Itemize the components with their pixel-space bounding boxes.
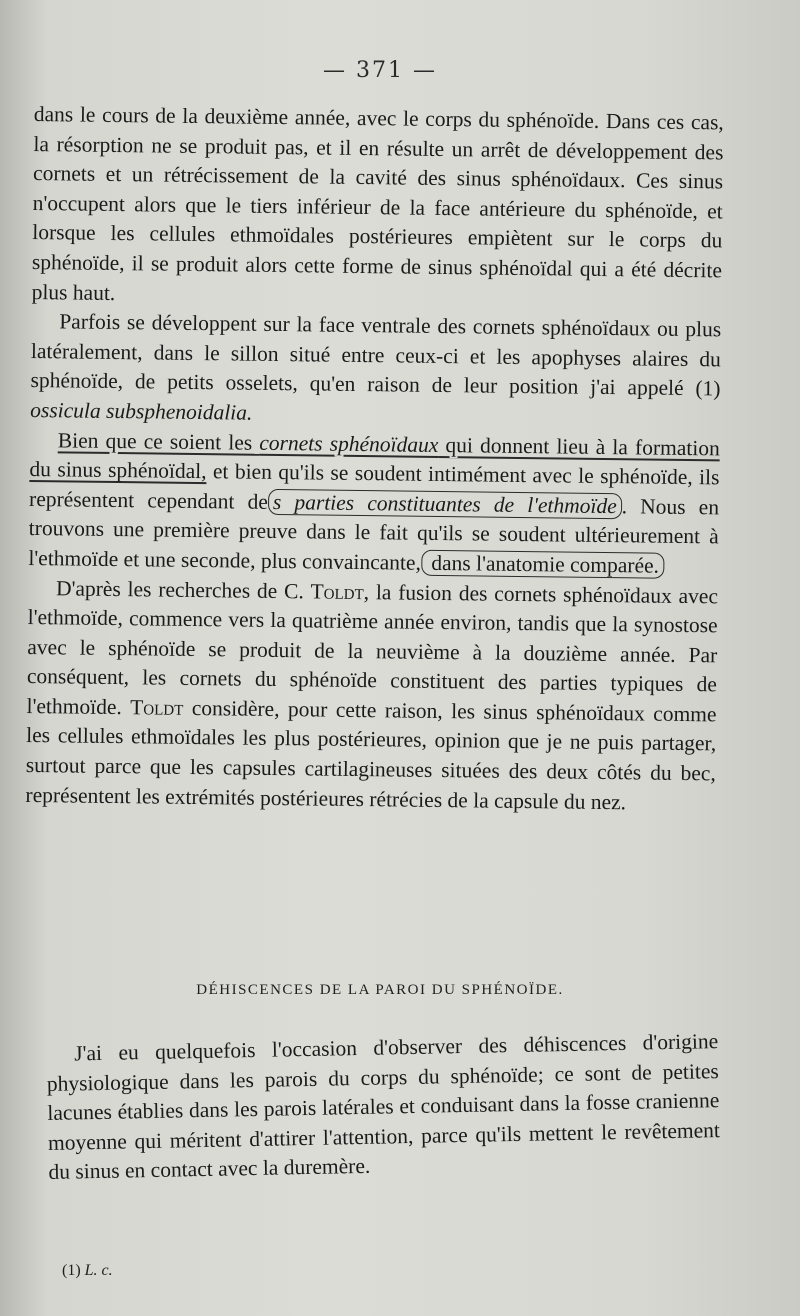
paragraph-1: dans le cours de la deuxième année, avec le corps du sphénoïde. Dans ces cas, la résorption ne se produit pas, et il en résulte un arrêt de développement des cornets et un rétrécissement de la cavité des sinus sphénoïdaux. Ces sinus n'occupent alors que le tiers inférieur de la face antérieure du sphénoïde, et lorsque les cellules ethmoïdales postérieures empiètent sur le corps du sphénoïde, il se produit alors cette forme de sinus sphénoïdal qui a été décrite plus haut. [31,101,724,305]
p3-text-b: qui donnent lieu à la formation du sinus sphénoïdal, [29,432,720,484]
p4-text-c: considère, pour cette raison, les sinus sphénoïdaux comme les cellules ethmoïdales les plus postérieures, opinion que je ne puis partager, surtout parce que les capsules cartilagineuses situées des deux côtés du bec, représentent les extrémités postérieures rétrécies de la capsule du nez. [25,695,717,814]
author-name: Toldt [310,578,364,604]
page-number: — 371 — [323,58,437,83]
p3-text-a: Bien que ce soient les [57,427,260,455]
author-name: Toldt [130,695,184,720]
p4-text-b: , la fusion des cornets sphénoïdaux avec l'ethmoïde, commence vers la quatrième année environ, tandis que la synostose avec le sphénoïde se produit de la neuvième à la douzième année. Par conséquent, les cornets du sphénoïde constituent des parties typiques de l'ethmoïde. [26,579,719,720]
section-paragraph: J'ai eu quelquefois l'occasion d'observer des déhiscences d'origine physiologique dans les parois du corps du sphénoïde; ce sont de petites lacunes établies dans les parois latérales et conduisant dans la fosse cranienne moyenne qui méritent d'attirer l'attention, parce qu'ils mettent le revêtement du sinus en contact avec la duremère. [46,1029,721,1185]
paragraph-2 [30,307,721,434]
p3-text-d: . Nous en trouvons une première preuve dans le fait qu'ils se soudent ultérieurement à l'ethmoïde et une seconde, plus convaincante, [28,493,720,575]
p3-boxed-anatomie: dans l'anatomie comparée. [421,550,664,579]
p3-italic-cornets: cornets sphénoïdaux [259,430,439,457]
paragraph-2-text: Parfois se développent sur la face ventrale des cornets sphénoïdaux ou plus latéralement, dans le sillon situé entre ceux-ci et les apophyses alaires du sphénoïde, de petits osselets, qu'en raison de leur position j'ai appelé (1) [30,309,722,401]
paragraph-3 [28,426,720,582]
p4-text-a: D'après les recherches de C. [55,575,311,603]
body-text [25,100,724,819]
p3-text-c: et bien qu'ils se soudent intimément avec le sphénoïde, ils représentent cependant de [28,459,720,514]
footnote-marker: (1) [62,1262,85,1279]
footnote-text: L. c. [84,1262,113,1279]
paragraph-4 [25,573,718,818]
section-heading: DÉHISCENCES DE LA PAROI DU SPHÉNOÏDE. [196,982,564,998]
paragraph-2-italic: ossicula subsphenoidalia. [30,397,253,425]
footnote [62,1262,113,1280]
section-text [46,1027,721,1188]
p3-boxed-parties: s parties constituantes de l'ethmoïde [268,489,622,519]
